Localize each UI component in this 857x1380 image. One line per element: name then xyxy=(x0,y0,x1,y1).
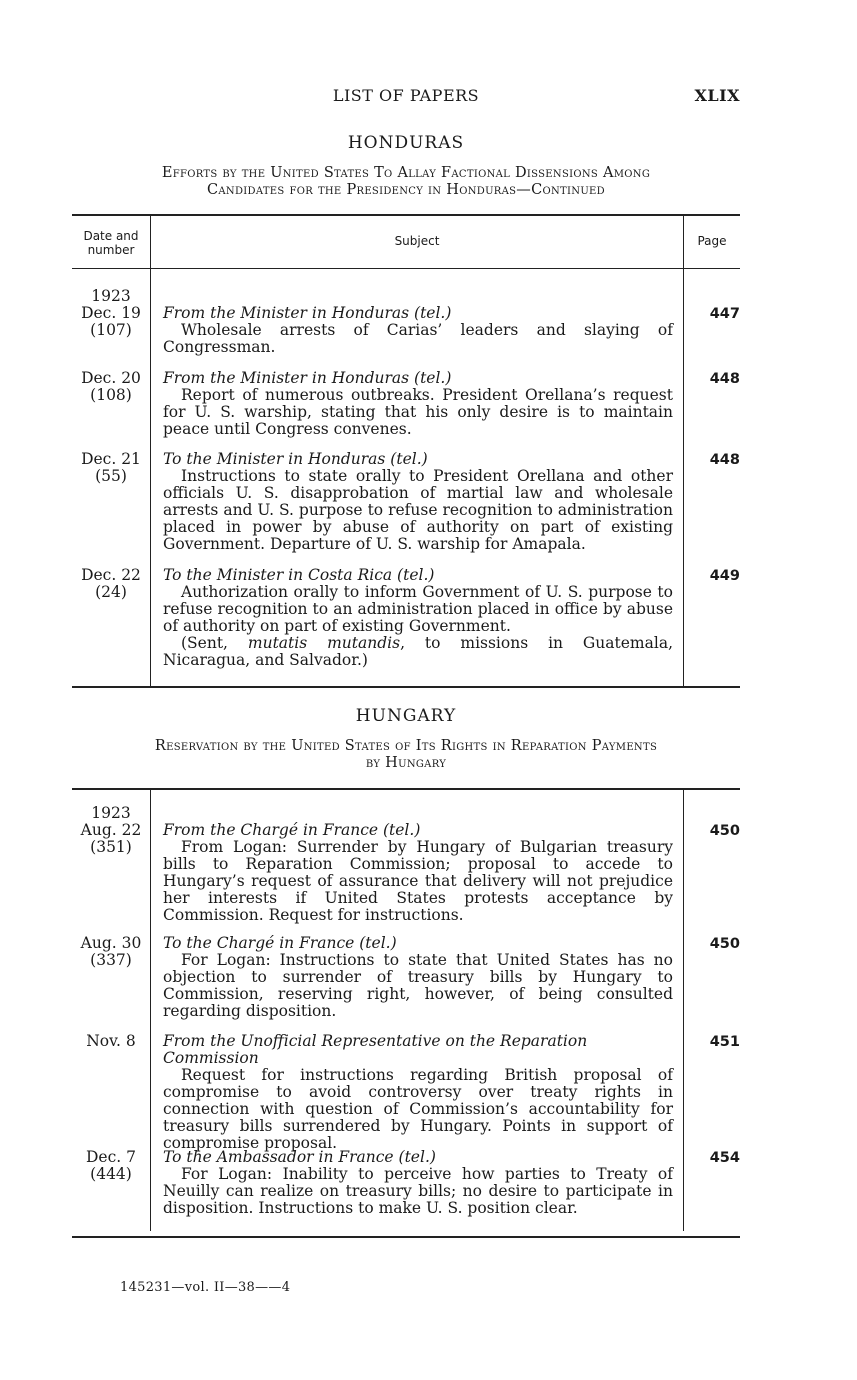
entry-subject xyxy=(163,935,673,1020)
column-divider-left xyxy=(150,788,151,1231)
note-prefix: (Sent, xyxy=(181,634,248,652)
entry-number: (337) xyxy=(90,951,132,969)
entry-day: Nov. 8 xyxy=(86,1032,136,1050)
entry-correspondent: From the Unofficial Representative on the Reparation Commission xyxy=(163,1032,588,1067)
entry-correspondent: To the Minister in Honduras (tel.) xyxy=(163,450,428,468)
entry-subject xyxy=(163,305,673,356)
header-page-number: XLIX xyxy=(694,86,740,105)
entry-day: Dec. 22 xyxy=(81,566,141,584)
entry-date xyxy=(72,805,150,856)
entry-number: (24) xyxy=(95,583,127,601)
entry-date xyxy=(72,1149,150,1183)
entry-page: 450 xyxy=(709,823,740,839)
header-title: LIST OF PAPERS xyxy=(332,86,480,105)
section-title-line1: Efforts by the United States To Allay Factional Dissensions Among xyxy=(161,165,651,181)
entry-summary: For Logan: Instructions to state that United States has no objection to surrender of treasury bills by Hungary to Commission, reserving right, however, of being consulted regarding disposition. xyxy=(163,951,673,1020)
entry-correspondent: From the Chargé in France (tel.) xyxy=(163,821,421,839)
entry-page: 448 xyxy=(709,452,740,468)
entry-day: Dec. 20 xyxy=(81,369,141,387)
entry-correspondent: To the Ambassador in France (tel.) xyxy=(163,1148,436,1166)
entry-page: 454 xyxy=(709,1150,740,1166)
entry-date xyxy=(72,567,150,601)
entry-date xyxy=(72,370,150,404)
entry-number: (107) xyxy=(90,321,132,339)
section-title-hungary xyxy=(72,738,740,772)
note-suffix: , to missions in Guatemala, Nicaragua, and Salvador.) xyxy=(163,634,673,669)
entry-day: Dec. 7 xyxy=(86,1148,136,1166)
table-top-rule xyxy=(72,214,740,216)
entry-correspondent: From the Minister in Honduras (tel.) xyxy=(163,304,452,322)
country-heading-hungary: HUNGARY xyxy=(355,706,457,726)
entry-day: Aug. 22 xyxy=(80,821,142,839)
entry-summary: Wholesale arrests of Carias’ leaders and slaying of Congressman. xyxy=(163,321,673,356)
entry-number: (444) xyxy=(90,1165,132,1183)
entry-subject xyxy=(163,567,673,669)
entry-day: Aug. 30 xyxy=(80,934,142,952)
entry-number: (351) xyxy=(90,838,132,856)
printer-signature: 145231—vol. II—38——4 xyxy=(120,1280,291,1295)
entry-subject xyxy=(163,370,673,438)
entry-summary: Request for instructions regarding British proposal of compromise to avoid controversy over treaty rights in connection with question of Commission’s accountability for treasury bills surrendered by Hungary. Points in support of compromise proposal. xyxy=(163,1066,673,1152)
country-heading-honduras: HONDURAS xyxy=(347,133,465,153)
column-divider-right xyxy=(683,214,684,686)
entry-day: Dec. 19 xyxy=(81,304,141,322)
entry-page: 451 xyxy=(709,1034,740,1050)
entry-subject xyxy=(163,1149,673,1217)
entry-note xyxy=(163,635,673,669)
entry-summary: Instructions to state orally to President Orellana and other officials U. S. disapprobation of martial law and wholesale arrests and U. S. purpose to refuse recognition to administration placed in power by abuse of authority on part of existing Government. Departure of U. S. warship for Amapala. xyxy=(163,467,673,553)
entry-year: 1923 xyxy=(91,287,131,305)
table-bottom-rule xyxy=(72,1236,740,1238)
table-top-rule xyxy=(72,788,740,790)
section-title-line2: Candidates for the Presidency in Honduras—Continued xyxy=(207,182,605,198)
section-title-honduras xyxy=(72,165,740,199)
entry-year: 1923 xyxy=(91,804,131,822)
entry-summary: For Logan: Inability to perceive how parties to Treaty of Neuilly can realize on treasury bills; no desire to participate in disposition. Instructions to make U. S. position clear. xyxy=(163,1165,673,1217)
entry-subject xyxy=(163,1033,673,1152)
entry-subject xyxy=(163,822,673,924)
entry-date xyxy=(72,288,150,339)
entry-page: 449 xyxy=(709,568,740,584)
column-header-subject: Subject xyxy=(394,234,440,248)
entry-number: (55) xyxy=(95,467,127,485)
entry-page: 447 xyxy=(709,306,740,322)
column-divider-left xyxy=(150,214,151,686)
entry-correspondent: To the Chargé in France (tel.) xyxy=(163,934,397,952)
running-header xyxy=(72,86,740,108)
entry-date xyxy=(72,451,150,485)
table-bottom-rule xyxy=(72,686,740,688)
entry-number: (108) xyxy=(90,386,132,404)
section-title-line2: by Hungary xyxy=(365,755,447,771)
entry-summary: From Logan: Surrender by Hungary of Bulgarian treasury bills to Reparation Commission; proposal to accede to Hungary’s request of assurance that delivery will not prejudice her interests if United States protests acceptance by Commission. Request for instructions. xyxy=(163,838,673,924)
header-bottom-rule xyxy=(72,268,740,269)
entry-page: 448 xyxy=(709,371,740,387)
entry-summary: Report of numerous outbreaks. President Orellana’s request for U. S. warship, stating that his only desire is to maintain peace until Congress convenes. xyxy=(163,386,673,438)
entry-correspondent: To the Minister in Costa Rica (tel.) xyxy=(163,566,435,584)
entry-day: Dec. 21 xyxy=(81,450,141,468)
entry-summary: Authorization orally to inform Government of U. S. purpose to refuse recognition to an administration placed in office by abuse of authority on part of existing Government. xyxy=(163,583,673,635)
entry-date xyxy=(72,1033,150,1050)
entry-subject xyxy=(163,451,673,553)
entry-date xyxy=(72,935,150,969)
entry-page: 450 xyxy=(709,936,740,952)
section-title-line1: Reservation by the United States of Its Rights in Reparation Payments xyxy=(154,738,658,754)
entry-correspondent: From the Minister in Honduras (tel.) xyxy=(163,369,452,387)
column-header-page: Page xyxy=(697,234,727,248)
column-header-date: Date and number xyxy=(83,229,139,257)
note-latin: mutatis mutandis xyxy=(247,634,401,652)
